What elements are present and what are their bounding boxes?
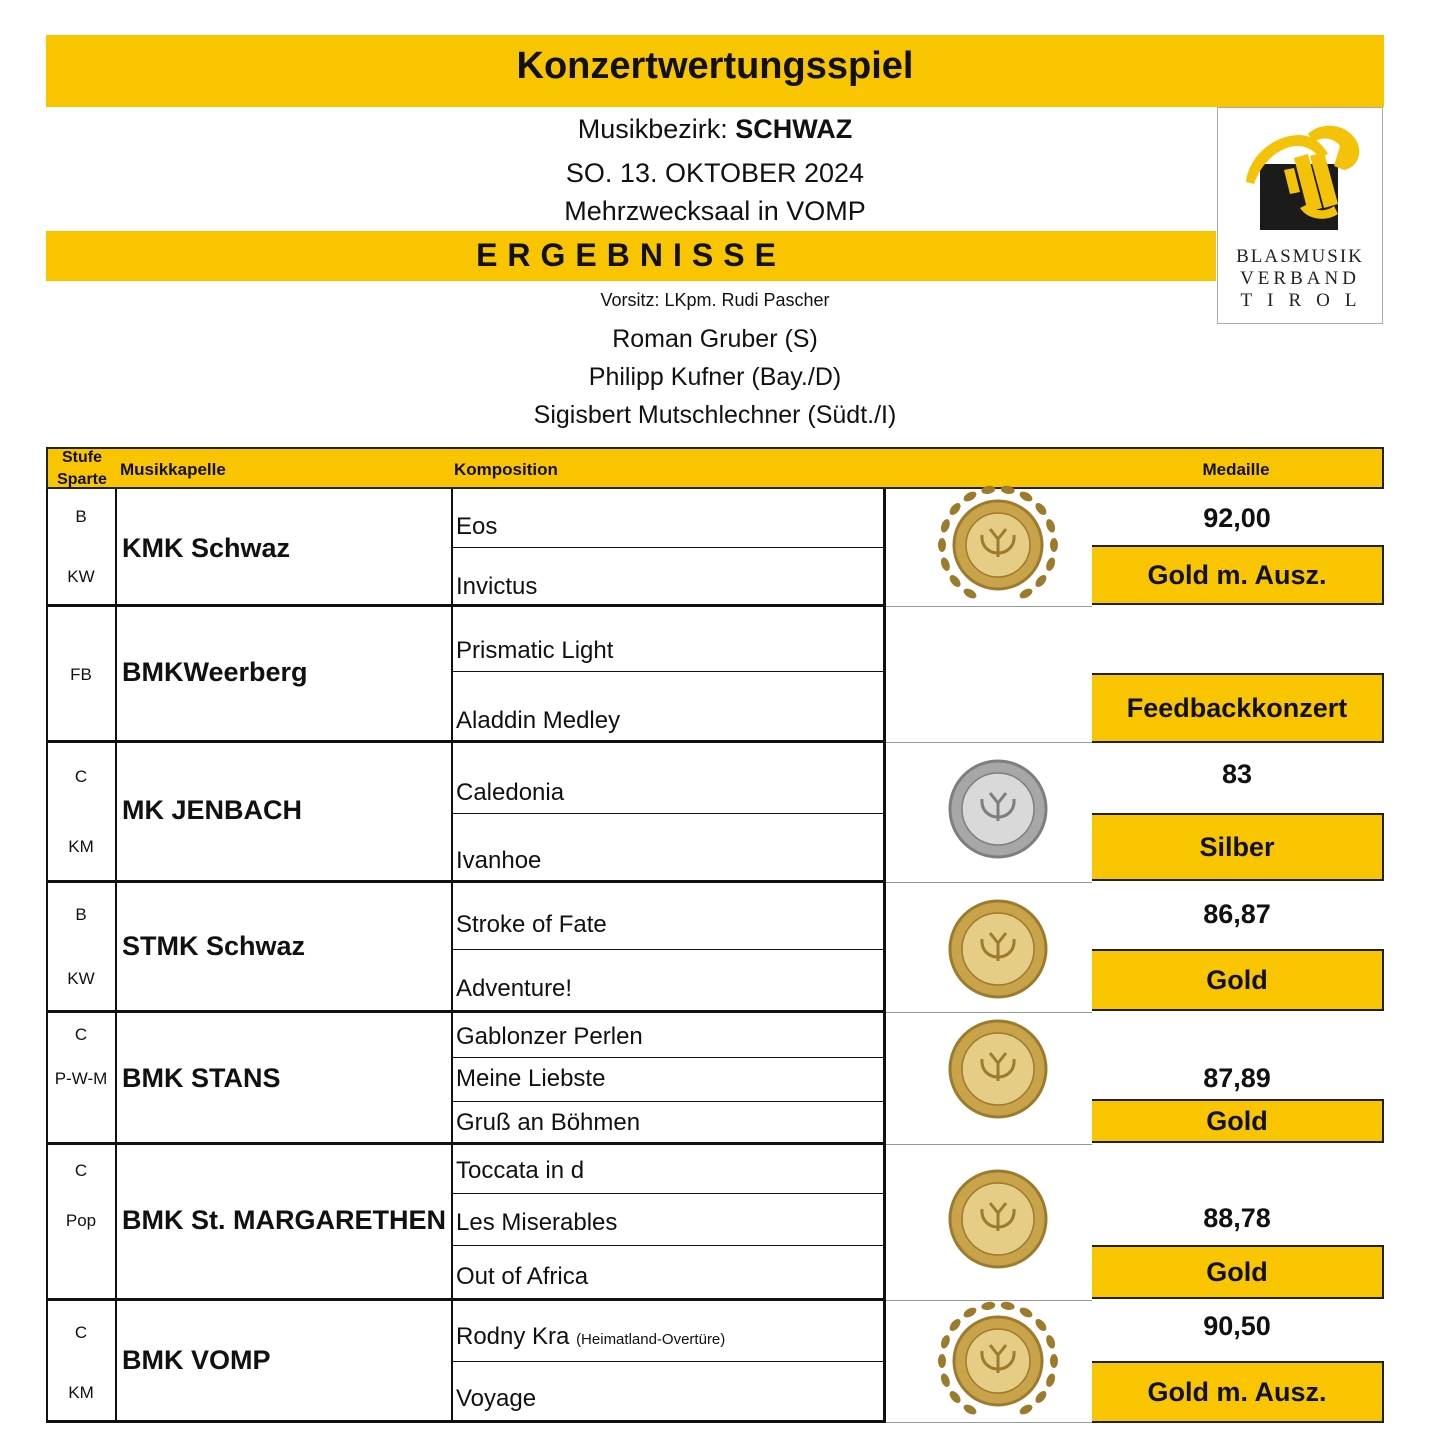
composition-title: Rodny Kra (Heimatland-Overtüre) xyxy=(456,1323,726,1350)
judge-name: Sigisbert Mutschlechner (Südt./I) xyxy=(533,401,897,429)
medal-result-label: Gold xyxy=(1206,1257,1268,1287)
row-border-bottom xyxy=(46,1420,886,1423)
piece-separator xyxy=(452,1193,884,1194)
page-title: Konzertwertungsspiel xyxy=(516,45,914,87)
tuba-icon xyxy=(1238,120,1364,240)
table-row xyxy=(46,1301,1384,1423)
piece-separator xyxy=(452,1057,884,1058)
medal-result-label: Gold m. Ausz. xyxy=(1147,560,1327,590)
table-row xyxy=(46,743,1384,883)
composition-title: Eos xyxy=(456,513,498,540)
medal-result-label: Gold m. Ausz. xyxy=(1147,1377,1327,1407)
row-border-pieces xyxy=(883,607,886,743)
row-border-band xyxy=(451,489,453,607)
medal-result-box xyxy=(1092,1245,1384,1299)
composition-title: Les Miserables xyxy=(456,1209,618,1236)
band-name: STMK Schwaz xyxy=(122,931,306,961)
score-value: 86,87 xyxy=(1203,899,1271,929)
stufe-value: C xyxy=(74,1323,88,1342)
composition-title: Toccata in d xyxy=(456,1157,585,1184)
header-komposition-label: Komposition xyxy=(454,460,558,479)
table-row xyxy=(46,883,1384,1013)
composition-subtitle: (Heimatland-Overtüre) xyxy=(576,1331,726,1348)
composition-title: Adventure! xyxy=(456,975,573,1002)
row-border-band xyxy=(451,1145,453,1301)
sparte-value: FB xyxy=(70,665,92,684)
band-name: BMK St. MARGARETHEN xyxy=(122,1205,446,1235)
medal-result-label: Silber xyxy=(1199,832,1275,862)
logo-text-line: VERBAND xyxy=(1240,268,1360,289)
band-name: BMK VOMP xyxy=(122,1345,271,1375)
piece-separator xyxy=(452,547,884,548)
row-border-pieces xyxy=(883,489,886,607)
piece-separator xyxy=(452,813,884,814)
sparte-value: Pop xyxy=(65,1211,97,1230)
judge-name: Philipp Kufner (Bay./D) xyxy=(588,363,842,391)
composition-title: Gruß an Böhmen xyxy=(456,1109,641,1136)
header-musikkapelle-label: Musikkapelle xyxy=(120,460,226,479)
row-border-stufe xyxy=(115,743,117,883)
piece-separator xyxy=(452,671,884,672)
composition-title: Aladdin Medley xyxy=(456,707,621,734)
district-label: Musikbezirk: xyxy=(577,114,736,144)
composition-title: Out of Africa xyxy=(456,1263,589,1290)
row-border-band xyxy=(451,883,453,1013)
header-komposition xyxy=(452,447,886,489)
row-border-left xyxy=(46,1301,48,1423)
results-heading: ERGEBNISSE xyxy=(476,237,786,273)
header-medaille-label: Medaille xyxy=(1202,460,1270,479)
medal-result-box xyxy=(1092,949,1384,1011)
band-name: BMKWeerberg xyxy=(122,657,308,687)
row-border-stufe xyxy=(115,883,117,1013)
row-border-band xyxy=(451,1013,453,1145)
medal-result-box xyxy=(1092,673,1384,743)
composition-title: Invictus xyxy=(456,573,538,600)
gold-medal-with-wreath-icon xyxy=(936,483,1060,607)
row-border-stufe xyxy=(115,1301,117,1423)
event-venue: Mehrzwecksaal in VOMP xyxy=(564,196,866,226)
chair-line: Vorsitz: LKpm. Rudi Pascher xyxy=(600,290,830,310)
sparte-value: KM xyxy=(68,837,94,856)
gold-medal-icon xyxy=(946,1167,1050,1271)
logo-text-line: BLASMUSIK xyxy=(1236,246,1364,267)
table-row xyxy=(46,607,1384,743)
row-border-left xyxy=(46,883,48,1013)
score-value: 88,78 xyxy=(1203,1203,1271,1233)
table-row xyxy=(46,489,1384,607)
row-border-left xyxy=(46,743,48,883)
district-line xyxy=(46,114,1384,145)
composition-title: Voyage xyxy=(456,1385,537,1412)
gold-medal-with-wreath-icon xyxy=(936,1299,1060,1423)
gold-medal-icon xyxy=(946,1017,1050,1121)
row-border-band xyxy=(451,1301,453,1423)
header-sparte: Sparte xyxy=(57,471,107,488)
table-row xyxy=(46,1013,1384,1145)
stufe-value: C xyxy=(74,1161,88,1180)
header-stufe-sparte xyxy=(46,447,118,489)
district-value: SCHWAZ xyxy=(735,114,853,144)
medal-result-box xyxy=(1092,1099,1384,1143)
silver-medal-icon xyxy=(946,757,1050,861)
row-border-pieces xyxy=(883,1301,886,1423)
medal-result-label: Gold xyxy=(1206,1106,1268,1136)
band-name: KMK Schwaz xyxy=(122,533,291,563)
stufe-value: C xyxy=(74,1025,88,1044)
row-border-pieces xyxy=(883,883,886,1013)
association-logo xyxy=(1217,107,1383,324)
sparte-value: KW xyxy=(67,969,95,988)
composition-title: Prismatic Light xyxy=(456,637,614,664)
piece-separator xyxy=(452,1245,884,1246)
row-border-pieces xyxy=(883,1145,886,1301)
medal-result-box xyxy=(1092,545,1384,605)
sparte-value: KW xyxy=(67,567,95,586)
band-name: BMK STANS xyxy=(122,1063,281,1093)
composition-title: Caledonia xyxy=(456,779,565,806)
event-date: SO. 13. OKTOBER 2024 xyxy=(565,158,865,188)
score-value: 92,00 xyxy=(1203,503,1271,533)
row-border-band xyxy=(451,607,453,743)
score-value: 87,89 xyxy=(1203,1063,1271,1093)
composition-title: Stroke of Fate xyxy=(456,911,607,938)
score-value: 90,50 xyxy=(1203,1311,1271,1341)
medal-result-box xyxy=(1092,813,1384,881)
piece-separator xyxy=(452,949,884,950)
logo-text-line: TIROL xyxy=(1240,290,1372,311)
score-value: 83 xyxy=(1221,759,1253,789)
band-name: MK JENBACH xyxy=(122,795,303,825)
title-band xyxy=(46,35,1384,107)
header-stufe: Stufe xyxy=(62,449,102,466)
medal-result-label: Feedbackkonzert xyxy=(1126,693,1348,723)
sparte-value: KM xyxy=(68,1383,94,1402)
piece-separator xyxy=(452,1101,884,1102)
medal-result-box xyxy=(1092,1361,1384,1423)
composition-title: Gablonzer Perlen xyxy=(456,1023,643,1050)
piece-separator xyxy=(452,1361,884,1362)
medal-result-label: Gold xyxy=(1206,965,1268,995)
table-row xyxy=(46,1145,1384,1301)
results-band xyxy=(46,231,1216,281)
results-table xyxy=(46,447,1384,1424)
stufe-value: C xyxy=(74,767,88,786)
row-border-pieces xyxy=(883,1013,886,1145)
judge-name: Roman Gruber (S) xyxy=(612,325,818,353)
composition-title: Meine Liebste xyxy=(456,1065,606,1092)
sparte-value: P-W-M xyxy=(54,1069,108,1088)
composition-title: Ivanhoe xyxy=(456,847,542,874)
header-medaille xyxy=(1090,447,1384,489)
stufe-value: B xyxy=(75,905,87,924)
header-musikkapelle xyxy=(116,447,454,489)
stufe-value: B xyxy=(75,507,87,526)
gold-medal-icon xyxy=(946,897,1050,1001)
